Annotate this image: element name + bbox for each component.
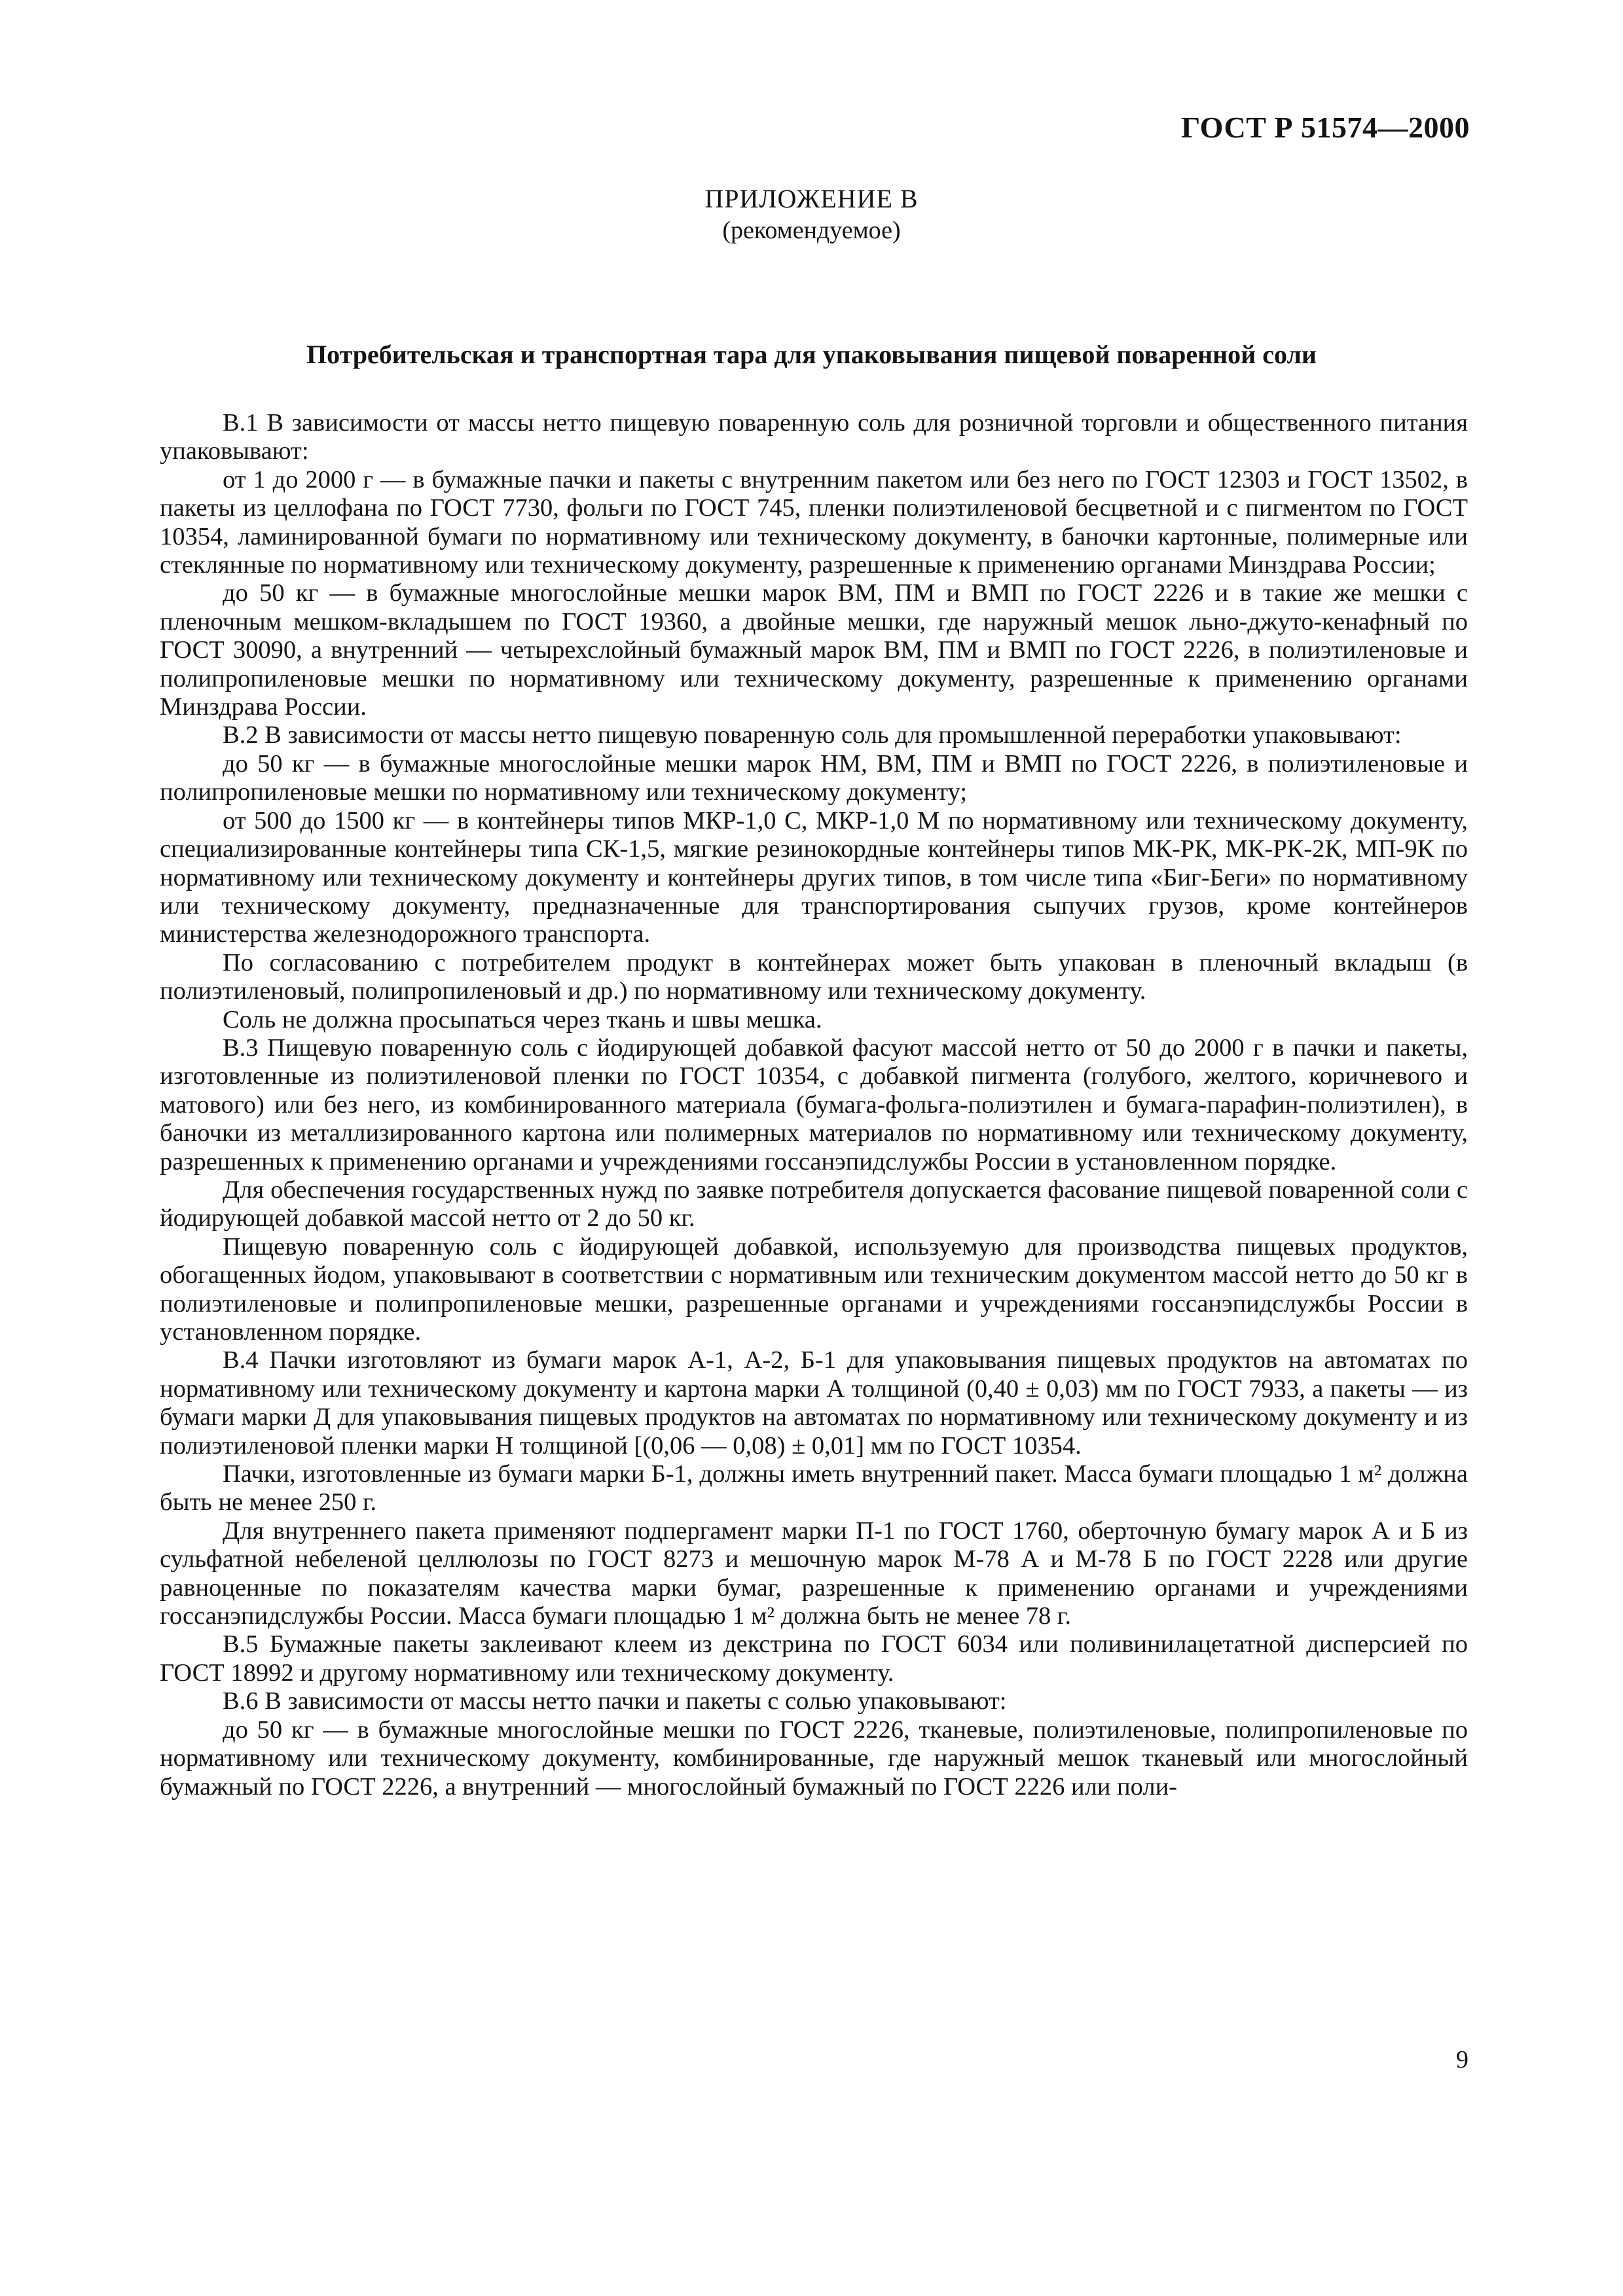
paragraph-b4: В.4 Пачки изготовляют из бумаги марок А-1, А-2, Б-1 для упаковывания пищевых продуктов на автоматах по нормативному или техническому документу и картона марки А толщиной (0,40 ± 0,03) мм по ГОСТ 7933, а пакеты — из бумаги марки Д для упаковывания пищевых продуктов на автоматах по нормативному или техническому документу и из полиэтиленовой пленки марки Н толщиной [(0,06 — 0,08) ± 0,01] мм по ГОСТ 10354. bbox=[160, 1346, 1468, 1460]
paragraph: до 50 кг — в бумажные многослойные мешки марок ВМ, ПМ и ВМП по ГОСТ 2226 и в такие же мешки с пленочным мешком-вкладышем по ГОСТ 19360, а двойные мешки, где наружный мешок льно-джуто-кенафный по ГОСТ 30090, а внутренний — четырехслойный бумажный марок ВМ, ПМ и ВМП по ГОСТ 2226, в полиэтиленовые и полипропиленовые мешки по нормативному или техническому документу, разрешенные к применению органами Минздрава России. bbox=[160, 579, 1468, 721]
paragraph: от 500 до 1500 кг — в контейнеры типов МКР-1,0 С, МКР-1,0 М по нормативному или техническому документу, специализированные контейнеры типа СК-1,5, мягкие резинокордные контейнеры типов МК-РК, МК-РК-2К, МП-9К по нормативному или техническому документу и контейнеры других типов, в том числе типа «Биг-Беги» по нормативному или техническому документу, предназначенные для транспортирования сыпучих грузов, кроме контейнеров министерства железнодорожного транспорта. bbox=[160, 806, 1468, 948]
paragraph: По согласованию с потребителем продукт в контейнерах может быть упакован в пленочный вкладыш (в полиэтиленовый, полипропиленовый и др.) по нормативному или техническому документу. bbox=[160, 948, 1468, 1005]
section-heading: Потребительская и транспортная тара для упаковывания пищевой поваренной соли bbox=[306, 340, 1317, 369]
paragraph: Для внутреннего пакета применяют подпергамент марки П-1 по ГОСТ 1760, оберточную бумагу марок А и Б из сульфатной небеленой целлюлозы по ГОСТ 8273 и мешочную марок М-78 А и М-78 Б по ГОСТ 2228 или другие равноценные по показателям качества марки бумаг, разрешенные к применению органами и учреждениями госсанэпидслужбы России. Масса бумаги площадью 1 м² должна быть не менее 78 г. bbox=[160, 1516, 1468, 1630]
paragraph: Соль не должна просыпаться через ткань и швы мешка. bbox=[223, 1005, 822, 1033]
paragraph-b2: В.2 В зависимости от массы нетто пищевую поваренную соль для промышленной переработки упаковывают: bbox=[223, 721, 1402, 749]
paragraph-b5: В.5 Бумажные пакеты заклеивают клеем из декстрина по ГОСТ 6034 или поливинилацетатной дисперсией по ГОСТ 18992 и другому нормативному или техническому документу. bbox=[160, 1630, 1468, 1687]
paragraph: Пищевую поваренную соль с йодирующей добавкой, используемую для производства пищевых продуктов, обогащенных йодом, упаковывают в соответствии с нормативным или техническим документом массой нетто до 50 кг в полиэтиленовые и полипропиленовые мешки, разрешенные органами и учреждениями госсанэпидслужбы России в установленном порядке. bbox=[160, 1232, 1468, 1346]
page-number: 9 bbox=[1456, 2046, 1468, 2073]
body-text bbox=[160, 409, 1468, 1801]
document-number: ГОСТ Р 51574—2000 bbox=[1181, 111, 1470, 144]
paragraph: от 1 до 2000 г — в бумажные пачки и пакеты с внутренним пакетом или без него по ГОСТ 12303 и ГОСТ 13502, в пакеты из целлофана по ГОСТ 7730, фольги по ГОСТ 745, пленки полиэтиленовой бесцветной и с пигментом по ГОСТ 10354, ламинированной бумаги по нормативному или техническому документу, в баночки картонные, полимерные или стеклянные по нормативному или техническому документу, разрешенные к применению органами Минздрава России; bbox=[160, 465, 1468, 579]
paragraph: до 50 кг — в бумажные многослойные мешки по ГОСТ 2226, тканевые, полиэтиленовые, полипропиленовые по нормативному или техническому документу, комбинированные, где наружный мешок тканевый или многослойный бумажный по ГОСТ 2226, а внутренний — многослойный бумажный по ГОСТ 2226 или поли- bbox=[160, 1715, 1468, 1801]
appendix-subtitle: (рекомендуемое) bbox=[722, 217, 901, 244]
paragraph-b6: В.6 В зависимости от массы нетто пачки и пакеты с солью упаковывают: bbox=[223, 1687, 1007, 1715]
paragraph: Для обеспечения государственных нужд по заявке потребителя допускается фасование пищевой поваренной соли с йодирующей добавкой массой нетто от 2 до 50 кг. bbox=[160, 1175, 1468, 1232]
paragraph-b3: В.3 Пищевую поваренную соль с йодирующей добавкой фасуют массой нетто от 50 до 2000 г в пачки и пакеты, изготовленные из полиэтиленовой пленки по ГОСТ 10354, с добавкой пигмента (голубого, желтого, коричневого и матового) или без него, из комбинированного материала (бумага-фольга-полиэтилен и бумага-парафин-полиэтилен), в баночки из металлизированного картона или полимерных материалов по нормативному или техническому документу, разрешенных к применению органами и учреждениями госсанэпидслужбы России в установленном порядке. bbox=[160, 1033, 1468, 1175]
appendix-title: ПРИЛОЖЕНИЕ В bbox=[704, 184, 919, 213]
paragraph: Пачки, изготовленные из бумаги марки Б-1, должны иметь внутренний пакет. Масса бумаги площадью 1 м² должна быть не менее 250 г. bbox=[160, 1460, 1468, 1516]
paragraph: до 50 кг — в бумажные многослойные мешки марок НМ, ВМ, ПМ и ВМП по ГОСТ 2226, в полиэтиленовые и полипропиленовые мешки по нормативному или техническому документу; bbox=[160, 749, 1468, 806]
paragraph-b1: В.1 В зависимости от массы нетто пищевую поваренную соль для розничной торговли и общественного питания упаковывают: bbox=[160, 409, 1468, 465]
